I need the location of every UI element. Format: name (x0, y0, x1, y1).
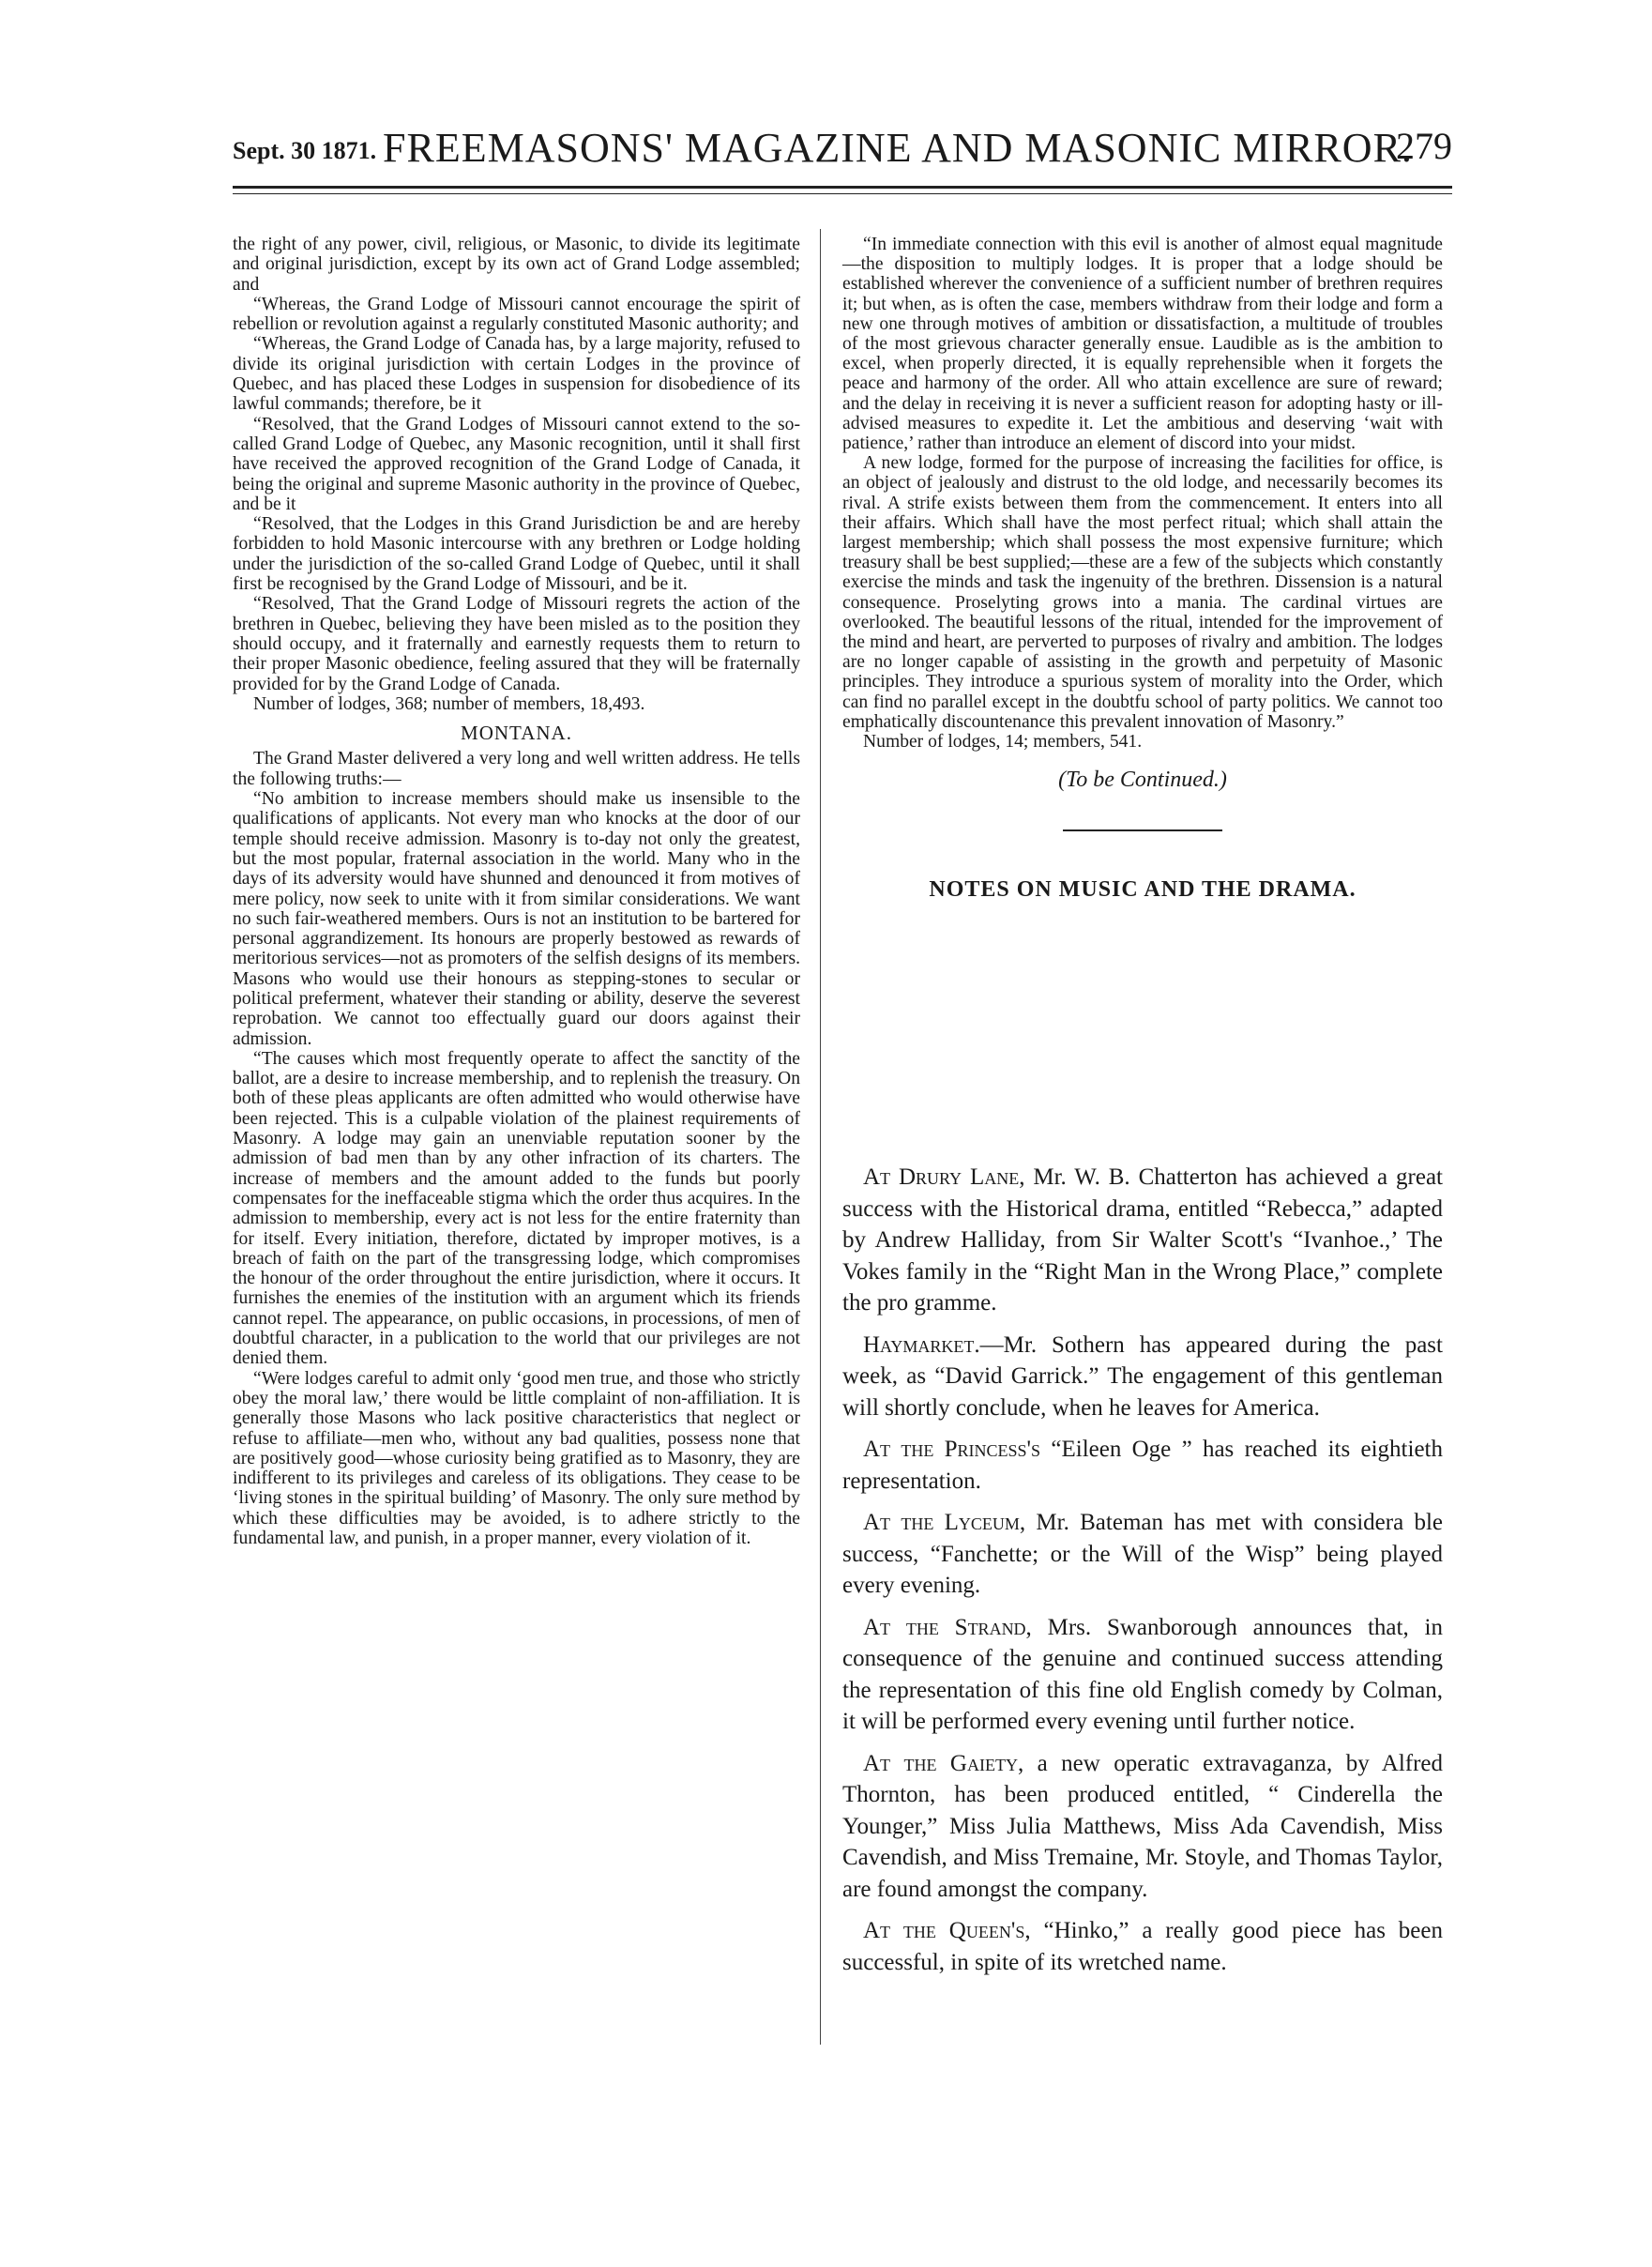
paragraph: “In immediate connection with this evil is another of almost equal magnitude—the disposition to multiply lodges. It is proper that a lodge should be established wherever the convenience of a sufficient number of brethren requires it; but when, as is often the case, members withdraw from their lodge and form a new one through motives of ambition or dissatisfaction, a multitude of troubles of the most grievous character generally ensue. Laudible as is the ambition to excel, when properly directed, it is equally reprehensible when it forgets the peace and harmony of the order. All who attain excellence are sure of reward; and the delay in receiving it is never a sufficient reason for adopting hasty or ill-advised measures to expedite it. Let the ambitious and deserving ‘wait with patience,’ rather than introduce an element of discord into your midst. (842, 235, 1443, 454)
paragraph: “Resolved, that the Grand Lodges of Missouri cannot extend to the so-called Grand Lodge of Quebec, any Masonic recognition, until it shall first have received the approved recognition of the Grand Lodge of Canada, it being the original and supreme Masonic authority in the province of Quebec, and be it (233, 414, 800, 514)
to-be-continued: (To be Continued.) (1058, 768, 1227, 793)
page-header (233, 120, 1452, 176)
paragraph: “Resolved, that the Lodges in this Grand Jurisdiction be and are hereby forbidden to hold Masonic intercourse with any brethren or Lodge holding under the jurisdiction of the so-called Grand Lodge of Quebec, until it shall first be recognised by the Grand Lodge of Missouri, and be it. (233, 514, 800, 595)
note-text: Mr. W. B. Chatterton has achieved a great success with the Historical drama, entitled “Rebecca,” adapted by Andrew Halliday, from Sir Walter Scott's “Ivanhoe.,’ The Vokes family in the “Right Man in the Wrong Place,” complete the pro gramme. (842, 1164, 1443, 1316)
note-text: Mrs. Swanborough announces that, in consequence of the genuine and continued success attending the representation of this fine old English comedy by Colman, it will be performed every evening until further notice. (842, 1614, 1443, 1734)
publication-title: FREEMASONS' MAGAZINE AND MASONIC MIRROR. (383, 125, 1413, 171)
section-heading-montana: MONTANA. (461, 722, 572, 745)
paragraph: The Grand Master delivered a very long and well written address. He tells the following truths:— (233, 749, 800, 789)
page-number: 279 (1396, 125, 1452, 167)
section-title-music-drama: NOTES ON MUSIC AND THE DRAMA. (929, 877, 1356, 903)
paragraph: A new lodge, formed for the purpose of increasing the facilities for office, is an object of jealously and distrust to the old lodge, and necessarily becomes its rival. A strife exists between them from the commencement. It enters into all their affairs. Which shall have the most perfect ritual; which shall attain the largest membership; which shall possess the most expensive furniture; which treasury shall be best supplied;—these are a few of the subjects which constantly exercise the minds and task the ingenuity of the brethren. Dissension is a natural consequence. Proselyting grows into a mania. The cardinal virtues are overlooked. The beautiful lessons of the ritual, intended for the improvement of the mind and heart, are perverted to purposes of rivalry and ambition. The lodges are no longer capable of assisting in the growth and perpetuity of Masonic principles. They introduce a spurious system of morality into the Order, which can find no parallel except in the doubtfu school of party politics. We cannot too emphatically discountenance this prevalent innovation of Masonry.” (842, 453, 1443, 732)
paragraph: “Whereas, the Grand Lodge of Canada has, by a large majority, refused to divide its original jurisdiction with certain Lodges in the province of Quebec, and has placed these Lodges in suspension for disobedience of its lawful commands; therefore, be it (233, 334, 800, 415)
section-separator (1063, 829, 1222, 831)
header-rule-thick (233, 186, 1452, 189)
paragraph: the right of any power, civil, religious, or Masonic, to divide its legitimate and original jurisdiction, except by its own act of Grand Lodge assembled; and (233, 235, 800, 295)
drama-note (842, 1612, 1443, 1738)
paragraph: “Were lodges careful to admit only ‘good men true, and those who strictly obey the moral law,’ there would be little complaint of non-affiliation. It is generally those Masons who lack positive characteristics that neglect or refuse to affiliate—men who, without any bad qualities, possess none that are positively good—whose curiosity being gratified as to Masonry, they are indifferent to its privileges and careless of its obligations. They cease to be ‘living stones in the spiritual building’ of Masonry. The only sure method by which these difficulties may be avoided, is to adhere strictly to the fundamental law, and punish, in a proper manner, every violation of it. (233, 1368, 800, 1548)
lodge-count: Number of lodges, 368; number of members, 18,493. (253, 693, 645, 714)
lodge-count: Number of lodges, 14; members, 541. (863, 732, 1143, 753)
issue-date: Sept. 30 1871. (233, 137, 377, 164)
drama-notes (842, 1162, 1443, 1988)
note-text: Mr. Bateman has met with considera ble success, “Fanchette; or the Will of the Wisp” being played every evening. (842, 1510, 1443, 1598)
paragraph: “The causes which most frequently operate to affect the sanctity of the ballot, are a desire to increase membership, and to replenish the treasury. On both of these pleas applicants are often admitted who would otherwise have been rejected. This is a culpable violation of the plainest requirements of Masonry. A lodge may gain an unenviable reputation sooner by the admission of bad men than by any other infraction of its charters. The increase of members and the amount added to the funds but poorly compensates for the ineffaceable stigma which the order thus acquires. In the admission to membership, every act is not less for the entire fraternity than for itself. Every initiation, therefore, dictated by improper motives, is a breach of faith on the part of the transgressing lodge, which compromises the honour of the order throughout the entire jurisdiction, where it occurs. It furnishes the enemies of the institution with an argument which its friends cannot repel. The appearance, on public occasions, in processions, of men of doubtful character, in a publication to the world that our privileges are not denied them. (233, 1048, 800, 1369)
note-text: “Eileen Oge ” has reached its eightieth representation. (842, 1437, 1443, 1494)
paragraph: “No ambition to increase members should make us insensible to the qualifications of applicants. Not every man who knocks at the door of our temple should receive admission. Masonry is to-day not only the greatest, but the most popular, fraternal association in the world. Many who in the days of its adversity would have shunned and denounced it from motives of mere policy, now seek to unite with it from similar considerations. We want no such fair-weathered members. Ours is not an institution to be bartered for personal aggrandizement. Its honours are properly bestowed as rewards of meritorious services—not as promoters of the selfish designs of its members. Masons who would use their honours as stepping-stones to secular or political preferment, whatever their standing or ability, deserve the severest reprobation. We cannot too effectually guard our doors against their admission. (233, 789, 800, 1049)
note-text: —Mr. Sothern has appeared during the past week, as “David Garrick.” The engagement of this gentleman will shortly conclude, when he leaves for America. (842, 1331, 1443, 1421)
drama-note (842, 1748, 1443, 1906)
venue-name: At the Lyceum, (863, 1510, 1026, 1535)
drama-note (842, 1434, 1443, 1497)
column-divider (820, 229, 821, 2045)
paragraph: “Whereas, the Grand Lodge of Missouri cannot encourage the spirit of rebellion or revolution against a regularly constituted Masonic authority; and (233, 294, 800, 335)
venue-name: At the Princess's (863, 1437, 1041, 1462)
venue-name: Haymarket. (863, 1331, 980, 1358)
drama-note (842, 1915, 1443, 1978)
venue-name: At the Strand, (863, 1614, 1032, 1640)
venue-name: At the Gaiety, (863, 1750, 1024, 1776)
venue-name: At Drury Lane, (863, 1164, 1025, 1190)
right-column-top (842, 235, 1443, 901)
drama-note (842, 1330, 1443, 1424)
venue-name: At the Queen's, (863, 1918, 1031, 1943)
drama-note (842, 1162, 1443, 1319)
left-column (233, 235, 800, 1548)
drama-note (842, 1507, 1443, 1602)
header-rule-thin (233, 193, 1452, 194)
note-text: “Hinko,” a really good piece has been successful, in spite of its wretched name. (842, 1918, 1443, 1975)
note-text: a new operatic extravaganza, by Alfred Thornton, has been produced entitled, “ Cinderella the Younger,” Miss Julia Matthews, Miss Ada Cavendish, Miss Cavendish, and Miss Tremaine, Mr. Stoyle, and Thomas Taylor, are found amongst the company. (842, 1750, 1444, 1902)
paragraph: “Resolved, That the Grand Lodge of Missouri regrets the action of the brethren in Quebec, believing they have been misled as to the position they should occupy, and it fraternally and earnestly requests them to return to their proper Masonic obedience, feeling assured that they will be fraternally provided for by the Grand Lodge of Canada. (233, 594, 800, 694)
